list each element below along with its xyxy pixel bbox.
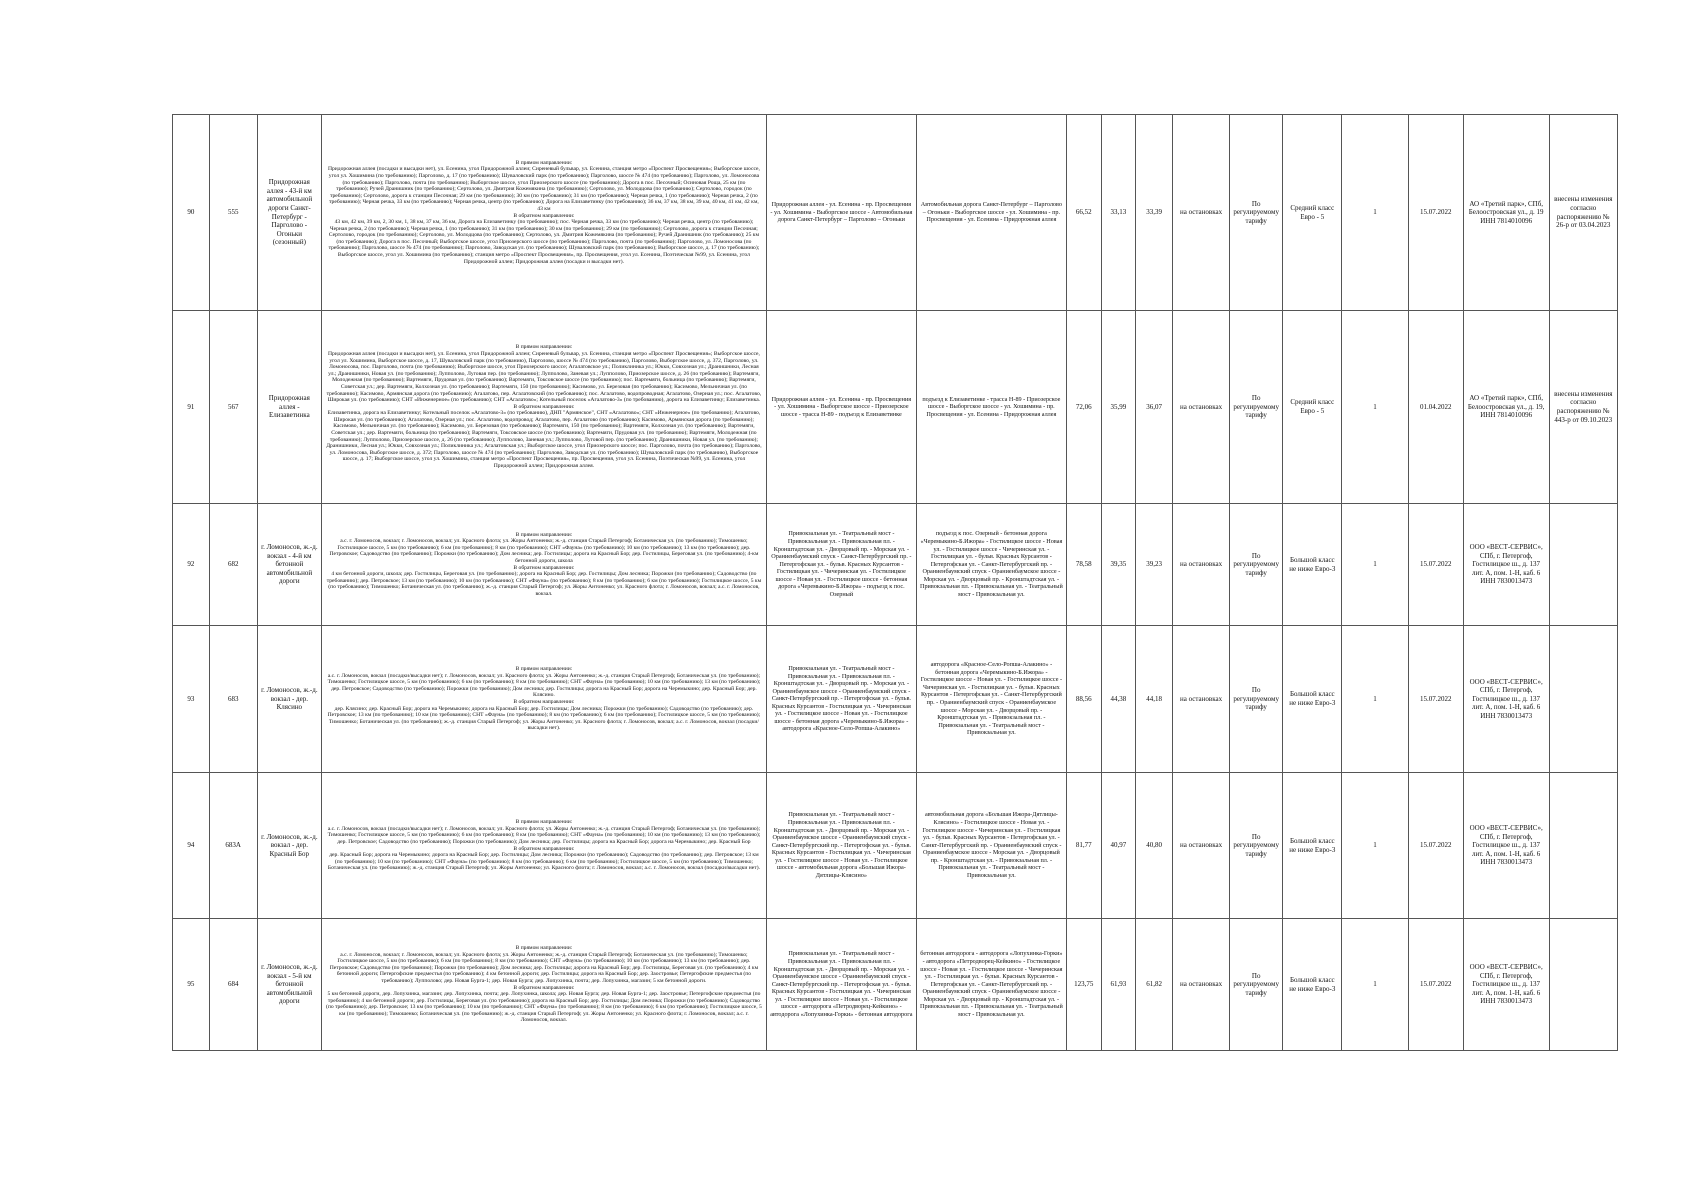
table-row (173, 626, 1618, 773)
forward-stops: а.с. г. Ломоносов, вокзал (посадки/высадки нет); г. Ломоносов, вокзал; ул. Красного флота; ул. Жоры Антоненко; ж.-д. станция Старый Петергоф; Ботаническая ул. (по требованию); Тимошенко; Гостилицкое шоссе, 5 км (по требованию); 6 км (по требованию); 8 км (по требованию); СНТ «Фауна» (по требованию); 10 км (по требованию); 13 км (по требованию); дер. Петровское; Садоводство (по требованию); Порожки (по требованию); Дом лесника; дер. Гостилицы; дорога на Красный Бор; дорога на Черемыкино; дер. Красный Бор; дер. Клясино. (327, 672, 761, 699)
start-date: 15.07.2022 (1408, 504, 1463, 626)
forward-header: В прямом направлении: (515, 344, 573, 351)
route-name: г. Ломоносов, ж.-д. вокзал - 4-й км бетонной автомобильной дороги (257, 504, 321, 626)
tariff: По регулируемому тарифу (1230, 311, 1283, 504)
length-backward: 39,23 (1136, 504, 1173, 626)
length-backward: 40,80 (1136, 773, 1173, 919)
length-backward: 33,39 (1136, 115, 1173, 311)
route-number: 683 (209, 626, 257, 773)
carrier: АО «Третий парк», СПб, Белоостровская ул., д. 19, ИНН 7814010096 (1463, 311, 1549, 504)
length-backward: 61,82 (1136, 919, 1173, 1051)
length-total: 72,06 (1066, 311, 1101, 504)
tariff: По регулируемому тарифу (1230, 626, 1283, 773)
tariff: По регулируемому тарифу (1230, 115, 1283, 311)
start-date: 15.07.2022 (1408, 773, 1463, 919)
backward-stops: 4 км бетонной дороги, школа; дер. Гостилицы, Береговая ул. (по требованию); дорога на Красный Бор; дер. Гостилицы; Дом лесника; Порожки (по требованию); Садоводство (по требованию); дер. Петровское; 13 км (по требованию); 10 км (по требованию); СНТ «Фауна» (по требованию); 8 км (по требованию); 6 км (по требованию); Гостилицкое шоссе, 5 км (по требованию); Тимошенко; Ботаническая ул. (по требованию); ж.-д. станция Старый Петергоф; ул. Жоры Антоненко; ул. Красного флота; г. Ломоносов, вокзал; а.с. г. Ломоносов, вокзал. (326, 571, 762, 597)
table-row (173, 919, 1618, 1051)
length-total: 88,56 (1066, 626, 1101, 773)
streets-forward: Привокзальная ул. - Театральный мост - Привокзальная ул. - Привокзальная пл. - Кронштадтская ул. - Дворцовый пр. - Морская ул. - Ораниенбаумское шоссе - Ораниенбаумский спуск - Санкт-Петербургский пр. - Петергофская ул. - бульв. Красных Курсантов - Гостилицкая ул. - Чичеринская ул. - Гостилицкое шоссе - Новая ул. - Гостилицкое шоссе - автодорога «Петродворец-Кейкино» - автодорога «Лопухинка-Горки» - бетонная автодорога (766, 919, 916, 1051)
forward-header: В прямом направлении: (515, 819, 573, 826)
vehicle-count: 1 (1342, 626, 1408, 773)
table-row (173, 773, 1618, 919)
length-forward: 35,99 (1101, 311, 1136, 504)
backward-header: В обратном направлении: (513, 845, 575, 852)
streets-backward: Автомобильная дорога Санкт-Петербург – Парголово – Огоньки - Выборгское шоссе - ул. Хошимина - пр. Просвещения - ул. Есенина - Придорожная аллея (916, 115, 1066, 311)
row-number: 94 (173, 773, 210, 919)
length-total: 66,52 (1066, 115, 1101, 311)
start-date: 15.07.2022 (1408, 626, 1463, 773)
route-name: Придорожная аллея - Елизаветинка (257, 311, 321, 504)
streets-forward: Придорожная аллея - ул. Есенина - пр. Просвещения - ул. Хошимина - Выборгское шоссе - Автомобильная дорога Санкт-Петербург – Парголово – Огоньки (766, 115, 916, 311)
streets-backward: подъезд к пос. Озерный - бетонная дорога «Черемыкино-Б.Ижора» - Гостилицкое шоссе - Новая ул. - Гостилицкое шоссе - Чичеринская ул. - Гостилицкая ул. - бульв. Красных Курсантов - Петергофская ул. - Санкт-Петербургский пр. - Ораниенбаумский спуск - Ораниенбаумское шоссе - Морская ул. - Дворцовый пр. - Кронштадтская ул. - Привокзальная пл. - Привокзальная ул. - Театральный мост - Привокзальная ул. (916, 504, 1066, 626)
stop-mode: на остановках (1173, 504, 1230, 626)
start-date: 15.07.2022 (1408, 919, 1463, 1051)
row-number: 92 (173, 504, 210, 626)
streets-forward: Привокзальная ул. - Театральный мост - Привокзальная ул. - Привокзальная пл. - Кронштадтская ул. - Дворцовый пр. - Морская ул. - Ораниенбаумское шоссе - Ораниенбаумский спуск - Санкт-Петербургский пр. - Петергофская ул. - бульв. Красных Курсантов - Гостилицкая ул. - Чичеринская ул. - Гостилицкое шоссе - Новая ул. - Гостилицкое шоссе - автомобильная дорога «Большая Ижора-Дятлицы-Клясино» (766, 773, 916, 919)
forward-stops: Придорожная аллея (посадки и высадки нет), ул. Есенина, угол Придорожной аллеи; Сиреневый бульвар, ул. Есенина, станция метро «Проспект Просвещения»; Выборгское шоссе, угол ул. Хошимина, Выборгское шоссе, д. 17, Шуваловский парк (по требованию), Парголово, шоссе № 474 (по требованию), Парголово, Выборгское шоссе, д. 372, Парголово, ул. Ломоносова, пос. Парголово, почта (по требованию); Выборгское шоссе, угол Приозерского шоссе; Агалатовское ул.; Поликлиника ул.; Юкки, Совхозная ул.; Дранишники, Лесная ул.; Дранишники, Новая ул. (по требованию); Лупполово, Луговая пер. (по требованию); Лупполово, Заневая ул.; Лупполово, Приозерское шоссе, д. 26 (по требованию); Вартемяги, Молодежная (по требованию); Вартемяги, Прудовая ул. (по требованию); Вартемяги, Токсовское шоссе (по требованию); пос. Вартемяги, больница (по требованию); Вартемяги, Советская ул.; дер. Вартемяги, Колхозная ул. (по требованию); Вартемяги, 150 (по требованию); Касимово, ул. Березовая (по требованию); Касимово, Мельничная ул. (по требованию); Касимово, Армянская дорога (по требованию); Агалатово, пер. Агалатовский (по требованию); пос. Агалатово, водопроводная; Агалатово, Озерная ул.; пос. Агалатово, Широкая ул. (по требованию); СНТ «Инженерное» (по требованию); СНТ «Агалатово»; Котельный поселок «Агалатово-3» (по требованию), дорога на Елизаветинку; Елизаветинка. (326, 350, 762, 404)
length-forward: 39,35 (1101, 504, 1136, 626)
route-number: 683А (209, 773, 257, 919)
table-row (173, 504, 1618, 626)
forward-header: В прямом направлении: (515, 531, 573, 538)
row-number: 90 (173, 115, 210, 311)
length-forward: 33,13 (1101, 115, 1136, 311)
routes-table (172, 114, 1618, 1051)
note (1549, 504, 1617, 626)
carrier: ООО «ВЕСТ-СЕРВИС», СПб, г. Петергоф, Гостилицкое ш., д. 137 лит. А, пом. 1-Н, каб. 6 ИНН 7830013473 (1463, 919, 1549, 1051)
streets-forward: Придорожная аллея - ул. Есенина - пр. Просвещения - ул. Хошимина - Выборгское шоссе - Приозерское шоссе - трасса Н-89 - подъезд к Елизаветинке (766, 311, 916, 504)
streets-backward: подъезд к Елизаветинке - трасса Н-89 - Приозерское шоссе - Выборгское шоссе - ул. Хошимина - пр. Просвещения - ул. Есенина - Придорожная аллея (916, 311, 1066, 504)
length-total: 81,77 (1066, 773, 1101, 919)
forward-stops: Придорожная аллея (посадки и высадки нет), ул. Есенина, угол Придорожной аллеи; Сиреневый бульвар, ул. Есенина, станция метро «Проспект Просвещения»; Выборгское шоссе, угол ул. Хошимина (по требованию); Парголово, д. 17 (по требованию); Шуваловский парк (по требованию); Парголово, шоссе № 474 (по требованию); Парголово, ул. Ломоносова (по требованию); Парголово, почта (по требованию); Выборгское шоссе, угол Приозерского шоссе (по требованию); Дорога в пос. Песочный; Осиновая Роща, 25 км (по требованию); Ручей Дранишник (по требованию); Сертолово, ул. Дмитрия Кожемякина (по требованию); Сертолово, ул. Молодцова (по требованию); Сертолово, городок (по требованию); Сертолово, дорога к станции Песочная; 29 км (по требованию); 30 км (по требованию); 31 км (по требованию); Черная речка, 1 (по требованию); Черная речка, 2 (по требованию); Черная речка, 33 км (по требованию); Черная речка, центр (по требованию); Дорога на Елизаветинку (по требованию); 36 км, 37 км, 38 км, 39 км, 40 км, 41 км, 42 км, 43 км (327, 166, 760, 212)
vehicle-count: 1 (1342, 773, 1408, 919)
stop-list (321, 626, 766, 773)
note (1549, 773, 1617, 919)
note (1549, 919, 1617, 1051)
stop-mode: на остановках (1173, 626, 1230, 773)
row-number: 93 (173, 626, 210, 773)
note: внесены изменения согласно распоряжению № 26-р от 03.04.2023 (1549, 115, 1617, 311)
stop-mode: на остановках (1173, 115, 1230, 311)
route-name: Придорожная аллея - 43-й км автомобильной дороги Санкт-Петербург - Парголово - Огоньки (сезонный) (257, 115, 321, 311)
streets-forward: Привокзальная ул. - Театральный мост - Привокзальная ул. - Привокзальная пл. - Кронштадтская ул. - Дворцовый пр. - Морская ул. - Ораниенбаумское шоссе - Ораниенбаумский спуск - Санкт-Петербургский пр. - Петергофская ул. - бульв. Красных Курсантов - Гостилицкая ул. - Чичеринская ул. - Гостилицкое шоссе - Новая ул. - Гостилицкое шоссе - бетонная дорога «Черемыкино-Б.Ижора» - автодорога «Красное-Село-Ропша-Алакино» (766, 626, 916, 773)
route-name: г. Ломоносов, ж.-д. вокзал - дер. Красный Бор (257, 773, 321, 919)
forward-stops: а.с. г. Ломоносов, вокзал; г. Ломоносов, вокзал; ул. Красного флота; ул. Жоры Антоненко; ж.-д. станция Старый Петергоф; Ботаническая ул. (по требованию); Тимошенко; Гостилицкое шоссе, 5 км (по требованию); 6 км (по требованию); 8 км (по требованию); СНТ «Фауна» (по требованию); 10 км (по требованию); 13 км (по требованию); дер. Петровское; Садоводство (по требованию); Порожки (по требованию); Дом лесника; дер. Гостилицы; дорога на Красный Бор; дер. Гостилицы, Береговая ул. (по требованию); 4-км бетонной дороги, школа (329, 538, 759, 564)
route-number: 684 (209, 919, 257, 1051)
vehicle-class: Большой класс не ниже Евро-3 (1283, 919, 1342, 1051)
backward-header: В обратном направлении: (513, 212, 575, 219)
vehicle-class: Средний класс Евро - 5 (1283, 311, 1342, 504)
backward-header: В обратном направлении: (513, 984, 575, 991)
length-total: 123,75 (1066, 919, 1101, 1051)
start-date: 01.04.2022 (1408, 311, 1463, 504)
tariff: По регулируемому тарифу (1230, 919, 1283, 1051)
backward-header: В обратном направлении: (513, 699, 575, 705)
stop-list (321, 919, 766, 1051)
streets-backward: бетонная автодорога - автодорога «Лопухинка-Горки» - автодорога «Петродворец-Кейкино» - Гостилицкое шоссе - Новая ул. - Гостилицкое шоссе - Чичеринская ул. - Гостилицкая ул. - бульв. Красных Курсантов - Петергофская ул. - Санкт-Петербургский пр. - Ораниенбаумский спуск - Ораниенбаумское шоссе - Морская ул. - Дворцовый пр. - Кронштадтская ул. - Привокзальная пл. - Привокзальная ул. - Театральный мост - Привокзальная ул. (916, 919, 1066, 1051)
carrier: ООО «ВЕСТ-СЕРВИС», СПб, г. Петергоф, Гостилицкое ш., д. 137 лит. А, пом. 1-Н, каб. 6 ИНН 7830013473 (1463, 773, 1549, 919)
route-name: г. Ломоносов, ж.-д. вокзал - дер. Клясино (257, 626, 321, 773)
table-row (173, 115, 1618, 311)
backward-stops: дер. Клясино; дер. Красный Бор; дорога на Черемыкино; дорога на Красный Бор; дер. Гостилицы; Дом лесника; Порожки (по требованию); Садоводство (по требованию); дер. Петровское; 13 км (по требованию); 10 км (по требованию); СНТ «Фауна» (по требованию); 8 км (по требованию); 6 км (по требованию); Гостилицкое шоссе, 5 км (по требованию); Тимошенко; Ботаническая ул. (по требованию); ж.-д. станция Старый Петергоф; ул. Жоры Антоненко; ул. Красного флота; г. Ломоносов, вокзал; а.с. г. Ломоносов, вокзал (посадки/высадки нет). (327, 705, 761, 732)
stop-list (321, 311, 766, 504)
vehicle-count: 1 (1342, 311, 1408, 504)
vehicle-count: 1 (1342, 504, 1408, 626)
tariff: По регулируемому тарифу (1230, 504, 1283, 626)
table-row (173, 311, 1618, 504)
note: внесены изменения согласно распоряжению № 443-р от 09.10.2023 (1549, 311, 1617, 504)
backward-header: В обратном направлении: (513, 564, 575, 571)
tariff: По регулируемому тарифу (1230, 773, 1283, 919)
route-name: г. Ломоносов, ж.-д. вокзал - 5-й км бетонной автомобильной дороги (257, 919, 321, 1051)
stop-mode: на остановках (1173, 773, 1230, 919)
vehicle-class: Большой класс не ниже Евро-3 (1283, 504, 1342, 626)
forward-header: В прямом направлении: (515, 666, 573, 673)
stop-mode: на остановках (1173, 311, 1230, 504)
route-number: 567 (209, 311, 257, 504)
forward-stops: а.с. г. Ломоносов, вокзал; г. Ломоносов, вокзал; ул. Красного флота; ул. Жоры Антоненко; ж.-д. станция Старый Петергоф; Ботаническая ул. (по требованию); Тимошенко; Гостилицкое шоссе, 5 км (по требованию); 6 км (по требованию); 8 км (по требованию); СНТ «Фауна» (по требованию); 10 км (по требованию); 13 км (по требованию); дер. Петровское; Садоводство (по требованию); Порожки (по требованию); Дом лесника; дер. Гостилицы; дорога на Красный Бор; дер. Гостилицы, Береговая ул. (по требованию); 4 км бетонной дороги; Петергофские предместья (по требованию); 4 км бетонной дороги; дер. Гостилицы; дорога на Красный Бор; дер. Заостровье; Петергофские предместья (по требованию); Лупполово; дер. Новая Бурга-1; дер. Новая Бурга; дер. Лопухинка, почта; дер. Лопухинка, магазин; 5 км бетонной дороги. (329, 951, 759, 984)
streets-backward: автомобильная дорога «Большая Ижора-Дятлицы-Клясино» - Гостилицкое шоссе - Новая ул. - Гостилицкое шоссе - Чичеринская ул. - Гостилицкая ул. - бульв. Красных Курсантов - Петергофская ул. - Санкт-Петербургский пр. - Ораниенбаумский спуск - Ораниенбаумское шоссе - Морская ул. - Дворцовый пр. - Кронштадтская ул. - Привокзальная пл. - Привокзальная ул. - Театральный мост - Привокзальная ул. (916, 773, 1066, 919)
vehicle-count: 1 (1342, 115, 1408, 311)
start-date: 15.07.2022 (1408, 115, 1463, 311)
backward-stops: 43 км, 42 км, 39 км, 2, 30 км, 1, 38 км, 37 км, 36 км, Дорога на Елизаветинку (по требованию); пос. Черная речка, 33 км (по требованию); Черная речка, центр (по требованию); Черная речка, 2 (по требованию); Черная речка, 1 (по требованию); 31 км (по требованию); 30 км (по требованию); 29 км (по требованию); Сертолово, дорога к станции Песочная; Сертолово, городок (по требованию); Сертолово, ул. Молодцова (по требованию); Сертолово, ул. Дмитрия Кожемякина (по требованию); Ручей Дранишник (по требованию); 25 км (по требованию); Дорога в пос. Песочный; Выборгское шоссе, угол Приозерского шоссе (по требованию); Парголово, почта (по требованию); Парголово, ул. Ломоносова (по требованию); Парголово, шоссе № 474 (по требованию); Парголово, Заводская ул. (по требованию); Шуваловский парк (по требованию); Выборгское шоссе, д. 17 (по требованию); Выборгское шоссе, угол ул. Хошимина (по требованию); станция метро «Проспект Просвещения», пр. Просвещения, угол ул. Есенина, Поэтическая №99, ул. Есенина, угол Придорожной аллеи; Придорожная аллея (посадки и высадки нет). (328, 219, 760, 265)
stop-mode: на остановках (1173, 919, 1230, 1051)
length-forward: 40,97 (1101, 773, 1136, 919)
backward-header: В обратном направлении: (513, 403, 575, 410)
carrier: ООО «ВЕСТ-СЕРВИС», СПб, г. Петергоф, Гостилицкое ш., д. 137 лит. А, пом. 1-Н, каб. 6 ИНН 7830013473 (1463, 626, 1549, 773)
backward-stops: Елизаветинка, дорога на Елизаветинку; Котельный поселок «Агалатово-3» (по требованию), ДНП "Армянское", СНТ «Агалатово»; СНТ «Инженерное» (по требованию); Агалатово, Широкая ул. (по требованию); Агалатово, Озерная ул.; пос. Агалатово, водопровод; Агалатово, пер. Агалатово (по требованию); Касимово, Армянская дорога (по требованию); Касимово, Мельничная ул. (по требованию); Касимово, ул. Березовая (по требованию); Вартемяги, 150 (по требованию); Вартемяги, Колхозная ул. (по требованию); Вартемяги, Советская ул.; дер. Вартемяги, больница (по требованию); Вартемяги, Токсовское шоссе (по требованию); Вартемяги, Прудовая ул. (по требованию); Вартемяги, Молодежная (по требованию); Лупполово, Приозерское шоссе, д. 26 (по требованию); Лупполово, Заневая ул.; Лупполово, Луговой пер. (по требованию); Дранишники, Новая ул. (по требованию); Дранишники, Лесная ул.; Юкки, Совхозная ул.; Поликлиника ул.; Агалатовская ул.; Выборгское шоссе, угол Приозерского шоссе; пос. Парголово, почта (по требованию); Парголово, ул. Ломоносова, Выборгское шоссе, д. 372; Парголово, шоссе № 474 (по требованию); Парголово, Заводская ул. (по требованию); Шуваловский парк (по требованию), Выборгское шоссе, д. 17; Выборгское шоссе, угол ул. Хошимина, станция метро «Проспект Просвещения», пр. Просвещения, угол ул. Есенина, Поэтическая №99, ул. Есенина, угол Придорожной аллеи; Придорожная аллея. (326, 410, 762, 470)
length-forward: 61,93 (1101, 919, 1136, 1051)
forward-header: В прямом направлении: (515, 944, 573, 951)
stop-list (321, 773, 766, 919)
length-total: 78,58 (1066, 504, 1101, 626)
route-number: 555 (209, 115, 257, 311)
row-number: 91 (173, 311, 210, 504)
forward-header: В прямом направлении: (515, 159, 573, 166)
backward-stops: 5 км бетонной дороги, дер. Лопухинка, магазин; дер. Лопухинка, почта; дер. Лопухинка, школа; дер. Новая Бурга; дер. Новая Бурга-1; дер. Заостровье; Петергофские предместья (по требованию); 4 км бетонной дороги; дер. Гостилицы, Береговая ул. (по требованию); дорога на Красный Бор; дер. Гостилицы; Дом лесника; Порожки (по требованию); Садоводство (по требованию); дер. Петровское; 13 км (по требованию); 10 км (по требованию); СНТ «Фауна» (по требованию); 8 км (по требованию); 6 км (по требованию); Гостилицкое шоссе, 5 км (по требованию); Тимошенко; Ботаническая ул. (по требованию); ж.-д. станция Старый Петергоф; ул. Жоры Антоненко; ул. Красного флота; г. Ломоносов, вокзал; а.с. г. Ломоносов, вокзал. (325, 991, 762, 1024)
length-backward: 44,18 (1136, 626, 1173, 773)
vehicle-class: Большой класс не ниже Евро-3 (1283, 626, 1342, 773)
length-forward: 44,38 (1101, 626, 1136, 773)
route-number: 682 (209, 504, 257, 626)
forward-stops: а.с. г. Ломоносов, вокзал (посадки/высадки нет); г. Ломоносов, вокзал; ул. Красного флота; ул. Жоры Антоненко; ж.-д. станция Старый Петергоф; Ботаническая ул. (по требованию); Тимошенко; Гостилицкое шоссе, 5 км (по требованию); 6 км (по требованию); 8 км (по требованию); СНТ «Фауна» (по требованию); 10 км (по требованию); 13 км (по требованию); дер. Петровское; Садоводство (по требованию); Порожки (по требованию); Дом лесника; дер. Гостилицы; дорога на Красный Бор; дорога на Черемыкино; дер. Красный Бор (327, 825, 761, 845)
carrier: АО «Третий парк», СПб, Белоостровская ул., д. 19 ИНН 7814010096 (1463, 115, 1549, 311)
stop-list (321, 115, 766, 311)
vehicle-class: Большой класс не ниже Евро-3 (1283, 773, 1342, 919)
stop-list (321, 504, 766, 626)
vehicle-class: Средний класс Евро - 5 (1283, 115, 1342, 311)
streets-backward: автодорога «Красное-Село-Ропша-Алакино» - бетонная дорога «Черемыкино-Б.Ижора» - Гостилицкое шоссе - Новая ул. - Гостилицкое шоссе - Чичеринская ул. - Гостилицкая ул. - бульв. Красных Курсантов - Петергофская ул. - Санкт-Петербургский пр. - Ораниенбаумский спуск - Ораниенбаумское шоссе - Морская ул. - Дворцовый пр. - Кронштадтская ул. - Привокзальная пл. - Привокзальная ул. - Театральный мост - Привокзальная ул. (916, 626, 1066, 773)
backward-stops: дер. Красный Бор; дорога на Черемыкино; дорога на Красный Бор; дер. Гостилицы; Дом лесника; Порожки (по требованию); Садоводство (по требованию); дер. Петровское; 13 км (по требованию); 10 км (по требованию); СНТ «Фауна» (по требованию); 8 км (по требованию); 6 км (по требованию); Гостилицкое шоссе, 5 км (по требованию); Тимошенко; Ботаническая ул. (по требованию); ж.-д. станция Старый Петергоф; ул. Жоры Антоненко; ул. Красного флота; г. Ломоносов, вокзал; а.с. г. Ломоносов, вокзал (посадки/высадки нет). (327, 852, 760, 872)
vehicle-count: 1 (1342, 919, 1408, 1051)
carrier: ООО «ВЕСТ-СЕРВИС», СПб, г. Петергоф, Гостилицкое ш., д. 137 лит. А, пом. 1-Н, каб. 6 ИНН 7830013473 (1463, 504, 1549, 626)
streets-forward: Привокзальная ул. - Театральный мост - Привокзальная ул. - Привокзальная пл. - Кронштадтская ул. - Дворцовый пр. - Морская ул. - Ораниенбаумский спуск - Санкт-Петербургский пр. - Петергофская ул. - бульв. Красных Курсантов - Гостилицкая ул. - Чичеринская ул. - Гостилицкое шоссе - Новая ул. - Гостилицкое шоссе - бетонная дорога «Черемыкино-Б.Ижора» - подъезд к пос. Озерный (766, 504, 916, 626)
note (1549, 626, 1617, 773)
length-backward: 36,07 (1136, 311, 1173, 504)
row-number: 95 (173, 919, 210, 1051)
